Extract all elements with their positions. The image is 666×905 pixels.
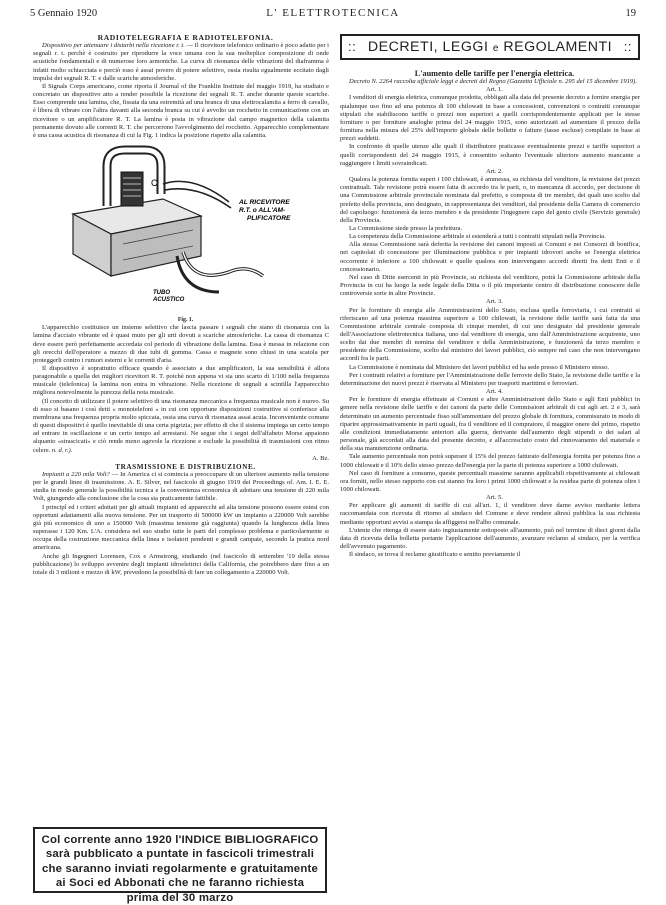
paragraph: I venditori di energia elettrica, comunque prodotta, obbligati alla data del presente decreto a fornire energia per qualunque uso fino ad una potenza di 100 chilowatt in base a concessioni, convenzioni o contratti comunque stipulati che stabiliscono tariffe o prezzi non superiori a quelli corrispondentemente applicati per le stesse forniture o per forniture analoghe prima del 24 maggio 1915, sono autorizzati ad aumentare il prezzo della fornitura nella misura del 25% dell'importo globale delle bollette o fatture (tasse escluse) compilate in base ai prezzi suddetti. [340,94,640,143]
left-column [33,34,329,577]
signature: A. Bz. [312,454,329,462]
paragraph-lead: Impianti a 220 mila Volt? [42,471,110,478]
section-title-transmission: TRASMISSIONE E DISTRIBUZIONE. [115,462,256,471]
article-heading: Art. 2. [486,167,503,175]
article-heading: Art. 5. [486,494,503,502]
paragraph: Per le forniture di energia alle Amministrazioni dello Stato, esclusa quella ferroviaria, i cui contratti si riferiscano ad una potenza massima superiore a 100 chilowatt, la revisione delle tariffe sarà fatta da una Commissione arbitrale centrale composta di cinque membri, di cui uno designato dal presidente generale dell'Associazione elettrotecnica italiana, uno dal venditore di energia, uno dall'Amministrazione acquirente, uno scelto dai due membri di nomina del venditore e della Amministrazione, e funzionerà da terzo membro e presidente della Commissione, scelto dal ministro dei lavori pubblici, ciò sempre nel caso che non intervengano accordi fra le parti. [340,306,640,363]
paragraph: Il sindaco, se trova il reclamo giustificato e sentito previamente il [349,551,521,559]
banner-text: REGOLAMENTI [503,39,613,55]
journal-title: L' ELETTROTECNICA [266,7,400,19]
banner-text: DECRETI, LEGGI [367,39,489,55]
banner-ornament: :: [623,39,632,54]
paragraph: I principî ed i criteri adottati per gli attuali impianti ed apparecchi ad alta tensione possono essere estesi con opportuni adattamenti alla nuova tensione. Per un trasporto di 500000 kW un impianto a 220000 Volt sarebbe già più economico di uno a 150000 Volt (massima tensione già raggiunta) quando la lunghezza della linea superasse i 120 Km. L'A. considera nel suo studio tutte le parti del complesso problema e particolarmente si occupa della costruzione meccanica della linea e isolatori pendenti e grandi campate, secondo la pratica nord americana. [33,503,329,552]
paragraph: Impianti a 220 mila Volt? — In America ci si comincia a preoccupare di un ulteriore aumento nella tensione per le grandi linee di trasmissione. A. E. Silver, nel fascicolo di giugno 1919 dei Proceedings of. Am. I. E. E. studia in modo generale la possibilità tecnica e la convenienza economica di adottare una tensione di 220 mila Volt, giungendo alla conclusione che la cosa sia praticamente fattibile. [33,471,329,503]
paragraph: In confronto di quelle utenze alle quali il distributore praticasse eventualmente prezzi e tariffe superiori a quelli corrispondenti del 24 maggio 1915, è consentito soltanto l'eventuale ulteriore aumento mancante a raggiungere i limiti sovraindicati. [340,143,640,167]
paragraph: Qualora la potenza fornita superi i 100 chilowatt, è ammessa, su richiesta del venditore, la revisione dei prezzi contrattuali. Tale revisione potrà essere fatta di accordo tra le parti, o, in mancanza di accordo, per decisione di una Commissione arbitrale provinciale nominata dal prefetto, e composta di tre membri, dei quali uno scelto dal prefetto della provincia, uno designato, in rappresentanza dei venditori, dal presidente della Camera di commercio del capoluogo: funzionerà da terzo membro e da presidente l'ingegnere capo del genio civile (Servizio generale) della Provincia. [340,176,640,224]
svg-text:C: C [151,178,158,189]
paragraph: Per i contratti relativi a forniture per l'Amministrazione delle ferrovie dello Stato, la revisione delle tariffe e la determinazione dei nuovi prezzi è riservata al Ministero per trasporti marittimi e ferroviari. [340,371,640,387]
figure-caption: Fig. 1. [177,317,194,324]
paragraph: (Il concetto di utilizzare il potere selettivo di una risonanza meccanica a frequenza musicale non è nuovo. Su di esso si basano i così detti « monotelefoni » in cui con opportune disposizioni costruttive si conferisce alla membrana una frequenza propria molto spiccata, ossia una curva di risonanza assai acuta. Inconveniente comune di questi dispositivi è quello inevitabile di una certa pigrizia; per effetto di che il sistema impiega un certo tempo ad entrare in oscillazione e un certo tempo ad arrestarsi. Ne segue che i segni dell'alfabeto Morse appaiono alquanto «strascicati» e ciò rende meno agevole la ricezione e esclude la possibilità di trasmissioni con ritmo celere. n. d. r.). [33,397,329,454]
figure-label: ACUSTICO [153,297,185,304]
figure-1-drawing [33,144,329,314]
paragraph: Nel caso di Ditte esercenti in più Provincie, su richiesta del venditore, potrà la Commissione arbitrale della Provincia in cui ha luogo la sede legale della Ditta o il più importante centro di distribuzione conoscere delle controversie sorte in altre Provincie. [340,273,640,298]
editor-note: n. d. r.). [51,446,73,454]
right-column [340,34,640,559]
paragraph: Per applicare gli aumenti di tariffe di cui all'art. 1, il venditore deve darne avviso mediante lettera raccomandata con ricevuta di ritorno al sindaco del Comune e deve rendere altresì pubblica la sua richiesta mediante opportuni avvisi a stampa da affiggersi nell'albo comunale. [340,502,640,526]
figure-label: R.T. o ALL'AM- [239,207,286,215]
section-banner [340,34,640,60]
paragraph: Per le forniture di energia effettuate ai Comuni e altre Amministrazioni dello Stato e agli Enti pubblici in genere nella revisione delle tariffe e dei canoni da parte delle Commissioni arbitrali di cui agli art. 2 e 3, sarà determinato un aumento percentuale fisso sull'ammontare del prezzo globale di fornitura, commisurato in modo di riparire approssimativamente in parti uguali, fra il venditore ed il compratore, il maggior onere del primo, rispetto alle condizioni immediatamente anteriori alla guerra, derivante dall'aumento degli stipendi o dei salari al personale, già accordati alla data del presente decreto, e all'accresciuto costo del rinnovamento del materiale e della sua manutenzione ordinaria. [340,396,640,453]
announcement-box: Col corrente anno 1920 l'INDICE BIBLIOGRAFICO sarà pubblicato a puntate in fascicoli trimestrali che saranno inviati regolarmente e gratuitamente ai Soci ed Abbonati che ne faranno richiesta prima del 30 marzo [33,827,327,893]
section-title-radio: RADIOTELEGRAFIA E RADIOTELEFONIA. [97,33,274,42]
paragraph: Alla stessa Commissione sarà deferita la revisione dei canoni imposti ai Comuni e nei Consorzi di bonifica, nei capitolati di concessione per illuminazione pubblica e per impianti idrovori anche se l'energia elettrica occorrente è inferiore a 100 chilowatt e quelle qualora non intervengano accordi diretti fra detti Enti e il concessionario. [340,241,640,273]
figure-label: PLIFICATORE [247,215,291,223]
page-number: 19 [625,8,636,19]
paragraph: Nel caso di forniture a consumo, queste percentuali massime saranno applicabili rispettivamente ai chilowatt ora forniti, nello stesso rapporto con cui stanno fra loro i primi 1000 chilowatt e la residua parte di potenza oltre i 1000 chilowatt. [340,469,640,493]
paragraph: Il dispositivo è soprattutto efficace quando è associato a due amplificatori, la sua sensibilità è allora paragonabile a quella dei migliori ricevitori R. T. poichè non appena vi sia uno scarto di 1/100 nella frequenza musicale (telefonica) la lamina non entra in vibrazione. Nella ricezione di segnali a scintilla l'apparecchio migliora notevolmente la purezza della nota musicale. [33,364,329,397]
paragraph-lead: Dispositivo per attenuare i disturbi nella ricezione r. t. [42,42,185,50]
article-heading: Art. 4. [486,388,503,396]
article-heading: Art. 3. [486,298,503,306]
paragraph: L'utente che ritenga di essere stato ingiustamente sottoposto all'aumento, può nel termine di dieci giorni dalla data di ricevuta della bolletta portante l'applicazione dell'aumento, avanzare reclamo al sindaco, per la verifica dell'avvenuto pagamento. [340,526,640,551]
banner-conjunction: e [492,43,499,54]
paragraph: La Commissione siede presso la prefettura. [349,224,463,232]
article-title: L'aumento delle tariffe per l'energia elettrica. [414,69,575,78]
banner-ornament: :: [348,39,357,54]
paragraph: Dispositivo per attenuare i disturbi nella ricezione r. t. — Il ricevitore telefonico ordinario è poco adatto per i segnali r. t. perchè è costruito per riprodurre la voce umana con la sua molteplice composizione di onde acustiche fondamentali e di numerose loro armoniche. La curva di risonanza delle vibrazioni del diaframma è infatti molto schiacciata e perciò esso è assai povero di potere selettivo, ossia risulta egualmente eccitato dagli impulsi dei segnali R. T. e dalle scariche atmosferiche. [33,42,329,82]
paragraph: Il Signals Corps americano, come riporta il Journal of the Franklin Institute del maggio 1919, ha studiato e concretato un dispositivo atto a render possibile la ricezione dei segnali R. T. anche durante queste scariche. Esso comprende una lamina, che, fissata da una estremità ad una branca di una elettrocalamita a ferro di cavallo, è libera di vibrare con l'altra davanti alla seconda branca su cui è avvolto un rocchetto in comunicazione con un ricevitore o un amplificatore R. T. La lamina è posta in vibrazione dal campo magnetico della calamita permanente dovuto alle correnti R. T. che percorrono l'avvolgimento del rocchetto. Apparecchio complementare è una cassa acustica di risonanza di cui la Fig. 1 indica la posizione rispetto alla calamita. [33,82,329,139]
decree-reference: Decreto N. 2264 raccolta ufficiale leggi e decreti del Regno (Gazzetta Ufficiale n. 295 del 15 dicembre 1919). [349,78,637,86]
figure-label: AL RICEVITORE [239,199,290,207]
paragraph: L'apparecchio costituisce un insieme selettivo che lascia passare i segnali che siano di risonanza con la lamina d'acciaio vibrante ed è quasi muto per gli urti dovuti a scariche atmosferiche. La cassa di risonanza C deve essere però perfettamente accordata col periodo di vibrazione della lamina. Essa è messa in relazione con gli orecchi dell'operatore a mezzo di due tubi di gomma. Cassa e magnete sono chiusi in una scatola per proteggerli contro i rumori esterni e le correnti d'aria. [33,324,329,364]
issue-date: 5 Gennaio 1920 [30,8,98,19]
paragraph: Tale aumento percentuale non potrà superare il 15% del prezzo fatturato dell'energia fornita per potenza fino a 1000 chilowatt e il 10% dello stesso prezzo dell'energia per la parte di potenza superiore a 1000 chilowatt. [340,453,640,469]
figure-label: TUBO [153,290,170,297]
running-header [30,8,636,22]
paragraph: La competenza della Commissione arbitrale si estenderà a tutti i contratti stipulati nella Provincia. [349,233,606,241]
paragraph: Anche gli Ingegneri Lorensen, Cox e Armstrong, studiando (nel fascicolo di settembre '19 della stessa pubblicazione) lo sviluppo avvenire degli impianti idroelettrici della California, che potrebbero dare fino a un totale di 3 milioni e mezzo di kW, prevedono la possibilità di fare un collegamento a 220000 Volt. [33,552,329,576]
paragraph: La Commissione è nominata dal Ministero dei lavori pubblici ed ha sede presso il Ministero stesso. [349,363,610,371]
article-heading: Art. 1. [486,86,503,94]
figure-1 [33,144,329,314]
